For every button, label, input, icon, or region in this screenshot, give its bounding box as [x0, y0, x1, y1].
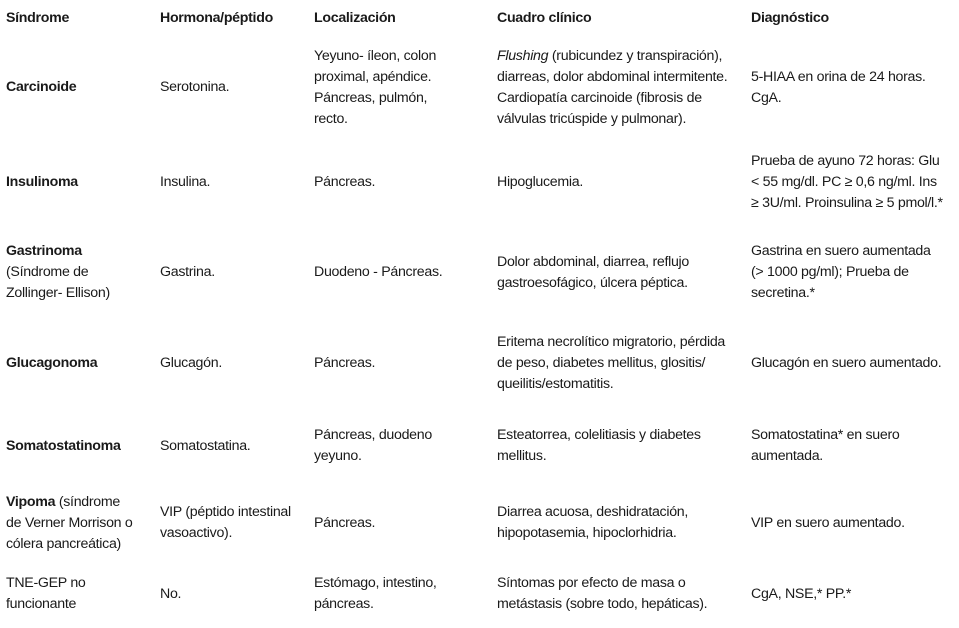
cell-diagnostico: VIP en suero aumentado. [751, 514, 905, 531]
cell-sindrome [0, 139, 153, 225]
cell-sindrome [0, 320, 153, 406]
cell-localizacion: Páncreas. [314, 354, 376, 371]
cell-localizacion: Páncreas. [314, 173, 376, 190]
header-row [0, 0, 959, 36]
table-row-insulinoma [0, 139, 959, 225]
cell-sindrome [0, 406, 153, 486]
cell-diagnostico: Prueba de ayuno 72 horas: Glu < 55 mg/dl. PC ≥ 0,6 ng/ml. Ins ≥ 3U/ml. Proinsulina ≥ 5 pmol/l.* [751, 152, 943, 211]
syndrome-name: Insulinoma [6, 173, 78, 190]
syndrome-detail: (Síndrome de Zollinger- Ellison) [6, 264, 110, 301]
header-diagnostico: Diagnóstico [751, 9, 829, 26]
cell-localizacion: Duodeno - Páncreas. [314, 264, 443, 280]
syndrome-name: Gastrinoma [6, 243, 82, 259]
table-row-carcinoide [0, 36, 959, 139]
cell-diagnostico: Somatostatina* en suero aumentada. [751, 427, 900, 464]
cell-cuadro-clinico: Diarrea acuosa, deshidratación, hipopotasemia, hipoclorhidria. [497, 504, 689, 541]
cell-hormona: Glucagón. [160, 354, 222, 371]
syndrome-name: Vipoma [6, 493, 56, 510]
cell-hormona: Somatostatina. [160, 437, 251, 454]
cell-hormona: Insulina. [160, 173, 211, 190]
cell-sindrome [0, 486, 153, 560]
header-sindrome: Síndrome [6, 9, 70, 26]
cell-sindrome [0, 36, 153, 139]
cell-diagnostico: CgA, NSE,* PP.* [751, 585, 852, 602]
cell-localizacion: Páncreas, duodeno yeyuno. [314, 427, 432, 464]
cuadro-text: (rubicundez y transpiración), diarreas, dolor abdominal intermitente. Cardiopatía carcinoide (fibrosis de válvulas tricúspide y pulmonar). [497, 47, 728, 127]
table-row-glucagonoma [0, 320, 959, 406]
cell-diagnostico: Glucagón en suero aumentado. [751, 354, 942, 371]
table-row-tne-gep [0, 560, 959, 628]
cell-sindrome [0, 560, 153, 628]
syndrome-name: Glucagonoma [6, 354, 98, 371]
syndrome-detail: TNE-GEP no funcionante [6, 575, 86, 612]
syndrome-name: Somatostatinoma [6, 437, 121, 454]
cell-cuadro-clinico: Síntomas por efecto de masa o metástasis (sobre todo, hepáticas). [497, 575, 708, 612]
table-row-vipoma [0, 486, 959, 560]
cell-cuadro-clinico [490, 36, 744, 139]
cell-hormona: Serotonina. [160, 79, 230, 95]
cell-diagnostico: 5-HIAA en orina de 24 horas. CgA. [751, 68, 926, 106]
cell-cuadro-clinico: Esteatorrea, colelitiasis y diabetes mellitus. [497, 427, 701, 464]
cell-cuadro-clinico: Eritema necrolítico migratorio, pérdida de peso, diabetes mellitus, glositis/ queilitis/estomatitis. [497, 333, 726, 392]
syndrome-name: Carcinoide [6, 79, 77, 95]
table-row-somatostatinoma [0, 406, 959, 486]
cell-sindrome [0, 225, 153, 320]
header-cuadro-clinico: Cuadro clínico [497, 9, 592, 26]
cuadro-italic-term: Flushing [497, 47, 549, 64]
syndrome-detail: (síndrome de Verner Morrison o cólera pancreática) [6, 493, 133, 552]
header-localizacion: Localización [314, 9, 396, 26]
table-row-gastrinoma [0, 225, 959, 320]
cell-cuadro-clinico: Hipoglucemia. [497, 173, 583, 190]
cell-diagnostico: Gastrina en suero aumentada (> 1000 pg/ml); Prueba de secretina.* [751, 243, 931, 301]
header-hormona: Hormona/péptido [160, 9, 273, 26]
cell-hormona: VIP (péptido intestinal vasoactivo). [160, 504, 291, 541]
cell-localizacion: Yeyuno- íleon, colon proximal, apéndice. Páncreas, pulmón, recto. [314, 47, 437, 127]
cell-localizacion: Páncreas. [314, 514, 376, 531]
cell-hormona: Gastrina. [160, 264, 215, 280]
cell-cuadro-clinico: Dolor abdominal, diarrea, reflujo gastroesofágico, úlcera péptica. [497, 253, 689, 291]
cell-localizacion: Estómago, intestino, páncreas. [314, 575, 437, 612]
cell-hormona: No. [160, 585, 182, 602]
